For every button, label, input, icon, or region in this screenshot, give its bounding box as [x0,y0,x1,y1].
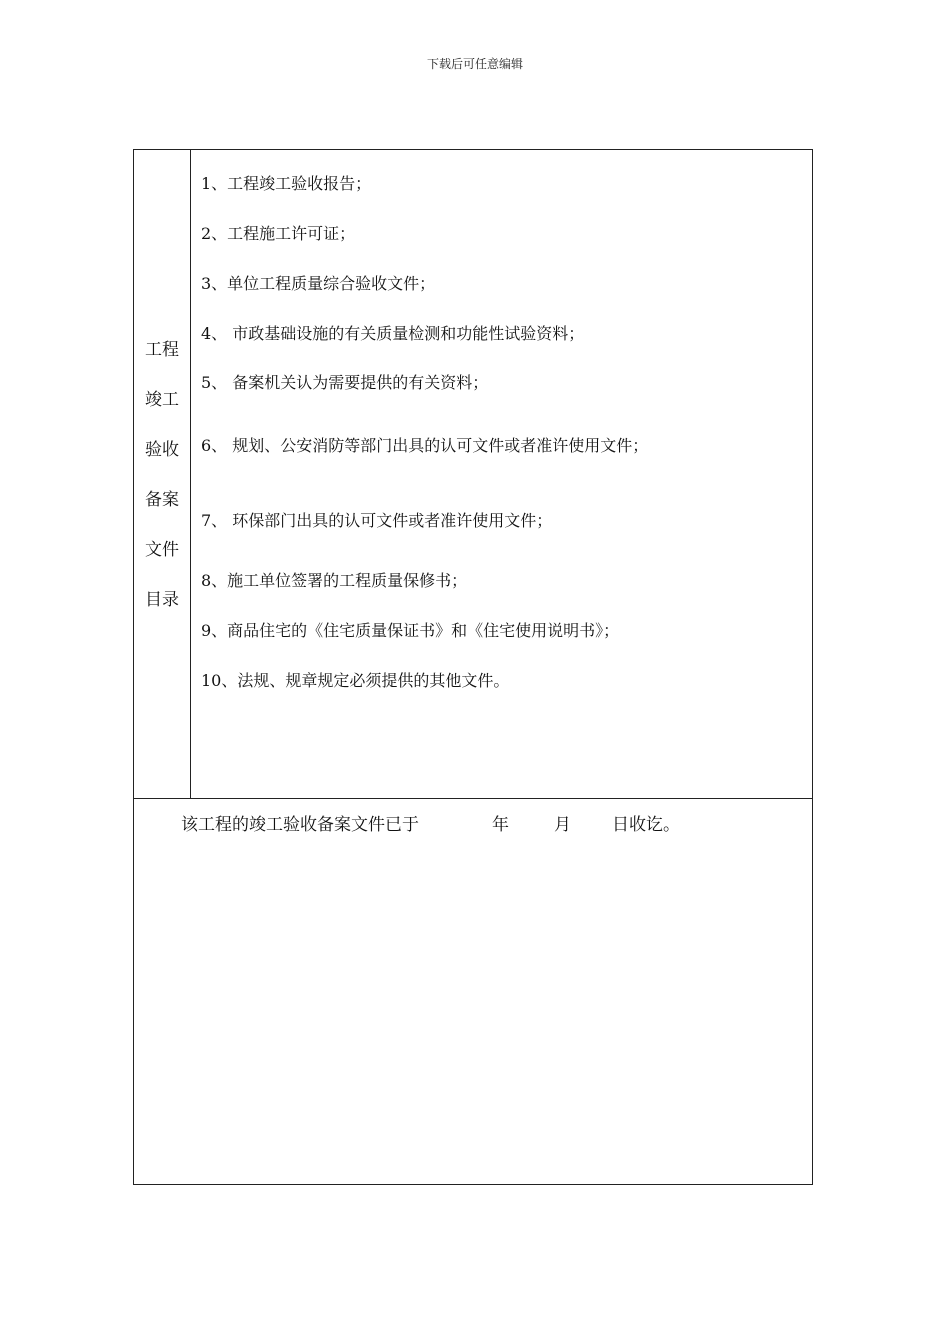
list-item: 7、 环保部门出具的认可文件或者准许使用文件； [201,511,553,530]
list-item: 8、施工单位签署的工程质量保修书； [201,571,468,590]
list-item: 3、单位工程质量综合验收文件； [201,274,436,293]
list-item: 4、 市政基础设施的有关质量检测和功能性试验资料； [201,324,585,343]
section-label-cell [134,150,191,798]
receipt-year-label: 年 [492,815,509,835]
receipt-day-label: 日收讫。 [612,815,680,835]
list-item: 1、工程竣工验收报告； [201,174,372,193]
list-item: 2、工程施工许可证； [201,224,356,243]
section-label-line: 验收 [145,440,179,460]
list-item: 6、 规划、公安消防等部门出具的认可文件或者准许使用文件； [201,436,649,455]
filing-table [133,149,813,1185]
receipt-month-label: 月 [554,815,571,835]
section-label-line: 竣工 [145,390,179,410]
section-label-line: 备案 [145,490,179,510]
receipt-section [134,799,812,1184]
list-item: 10、法规、规章规定必须提供的其他文件。 [201,671,510,690]
list-item: 5、 备案机关认为需要提供的有关资料； [201,373,489,392]
section-label-line: 目录 [145,590,179,610]
header-note: 下载后可任意编辑 [426,57,523,71]
receipt-text: 该工程的竣工验收备案文件已于 [181,815,419,835]
list-item: 9、商品住宅的《住宅质量保证书》和《住宅使用说明书》； [201,621,620,640]
document-list-section [134,150,812,799]
section-label-line: 工程 [145,340,179,360]
section-label-line: 文件 [145,540,179,560]
